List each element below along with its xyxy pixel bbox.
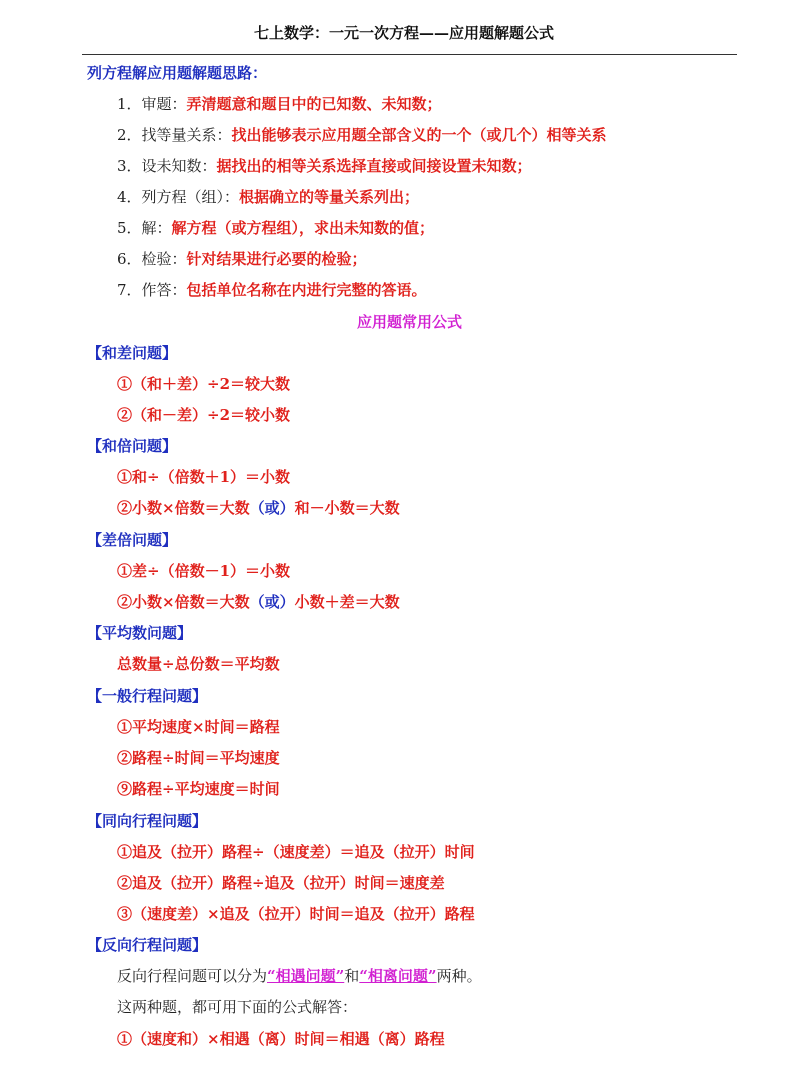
step-6 xyxy=(117,249,367,269)
formula-item: ①差÷（倍数－1）＝小数 xyxy=(117,562,291,580)
step-label: 6．检验： xyxy=(117,250,187,268)
formula-part: 和－小数＝大数 xyxy=(294,499,400,517)
opposite-intro xyxy=(117,966,482,986)
formula-item xyxy=(117,592,400,612)
formula-item: ②路程÷时间＝平均速度 xyxy=(117,749,280,767)
formula-or: （或） xyxy=(249,593,295,611)
step-content: 包括单位名称在内进行完整的答语。 xyxy=(186,281,427,299)
intro-text: 反向行程问题可以分为 xyxy=(117,967,268,985)
step-label: 4．列方程（组）： xyxy=(117,188,240,206)
formula-item: ①追及（拉开）路程÷（速度差）＝追及（拉开）时间 xyxy=(117,843,475,861)
formula-or: （或） xyxy=(249,499,295,517)
step-label: 5．解： xyxy=(117,219,172,237)
page-header xyxy=(82,0,737,55)
step-label: 3．设未知数： xyxy=(117,157,217,175)
step-content: 根据确立的等量关系列出； xyxy=(239,188,420,206)
formula-item: ②（和－差）÷2＝较小数 xyxy=(117,406,291,424)
formulas-title: 应用题常用公式 xyxy=(357,313,463,331)
intro-text: 和 xyxy=(344,967,360,985)
section-heading-average: 【平均数问题】 xyxy=(87,624,193,642)
formula-part: ②小数×倍数＝大数 xyxy=(117,499,250,517)
opposite-note: 这两种题，都可用下面的公式解答： xyxy=(117,998,358,1016)
formula-item: ⑨路程÷平均速度＝时间 xyxy=(117,780,280,798)
formula-item: 总数量÷总份数＝平均数 xyxy=(117,655,280,673)
section-heading-opposite-direction: 【反向行程问题】 xyxy=(87,936,208,954)
step-content: 据找出的相等关系选择直接或间接设置未知数； xyxy=(216,157,532,175)
section-heading-sum-multiple: 【和倍问题】 xyxy=(87,437,178,455)
step-content: 针对结果进行必要的检验； xyxy=(186,250,367,268)
approach-heading: 列方程解应用题解题思路： xyxy=(87,64,268,82)
formula-item: ②追及（拉开）路程÷追及（拉开）时间＝速度差 xyxy=(117,874,445,892)
formula-item: ③（速度差）×追及（拉开）时间＝追及（拉开）路程 xyxy=(117,905,475,923)
intro-text: 两种。 xyxy=(436,967,482,985)
step-content: 解方程（或方程组），求出未知数的值； xyxy=(171,219,435,237)
step-content: 弄清题意和题目中的已知数、未知数； xyxy=(186,95,442,113)
section-heading-sum-diff: 【和差问题】 xyxy=(87,344,178,362)
section-heading-diff-multiple: 【差倍问题】 xyxy=(87,531,178,549)
step-5 xyxy=(117,218,434,238)
formula-part: 小数＋差＝大数 xyxy=(294,593,400,611)
formula-item: ①平均速度×时间＝路程 xyxy=(117,718,280,736)
step-7 xyxy=(117,280,427,300)
step-3 xyxy=(117,156,532,176)
step-content: 找出能够表示应用题全部含义的一个（或几个）相等关系 xyxy=(231,126,607,144)
step-label: 7．作答： xyxy=(117,281,187,299)
section-heading-same-direction: 【同向行程问题】 xyxy=(87,812,208,830)
step-4 xyxy=(117,187,419,207)
formula-item: ①和÷（倍数＋1）＝小数 xyxy=(117,468,291,486)
formula-item: ①（和＋差）÷2＝较大数 xyxy=(117,375,291,393)
formula-item: ①（速度和）×相遇（离）时间＝相遇（离）路程 xyxy=(117,1030,445,1048)
step-label: 1．审题： xyxy=(117,95,187,113)
page-title: 七上数学：一元一次方程——应用题解题公式 xyxy=(254,24,555,42)
meet-problem-link: “相遇问题” xyxy=(267,967,345,985)
section-heading-travel: 【一般行程问题】 xyxy=(87,687,208,705)
step-label: 2．找等量关系： xyxy=(117,126,232,144)
separate-problem-link: “相离问题” xyxy=(359,967,437,985)
formula-part: ②小数×倍数＝大数 xyxy=(117,593,250,611)
step-1 xyxy=(117,94,442,114)
step-2 xyxy=(117,125,607,145)
formula-item xyxy=(117,498,400,518)
